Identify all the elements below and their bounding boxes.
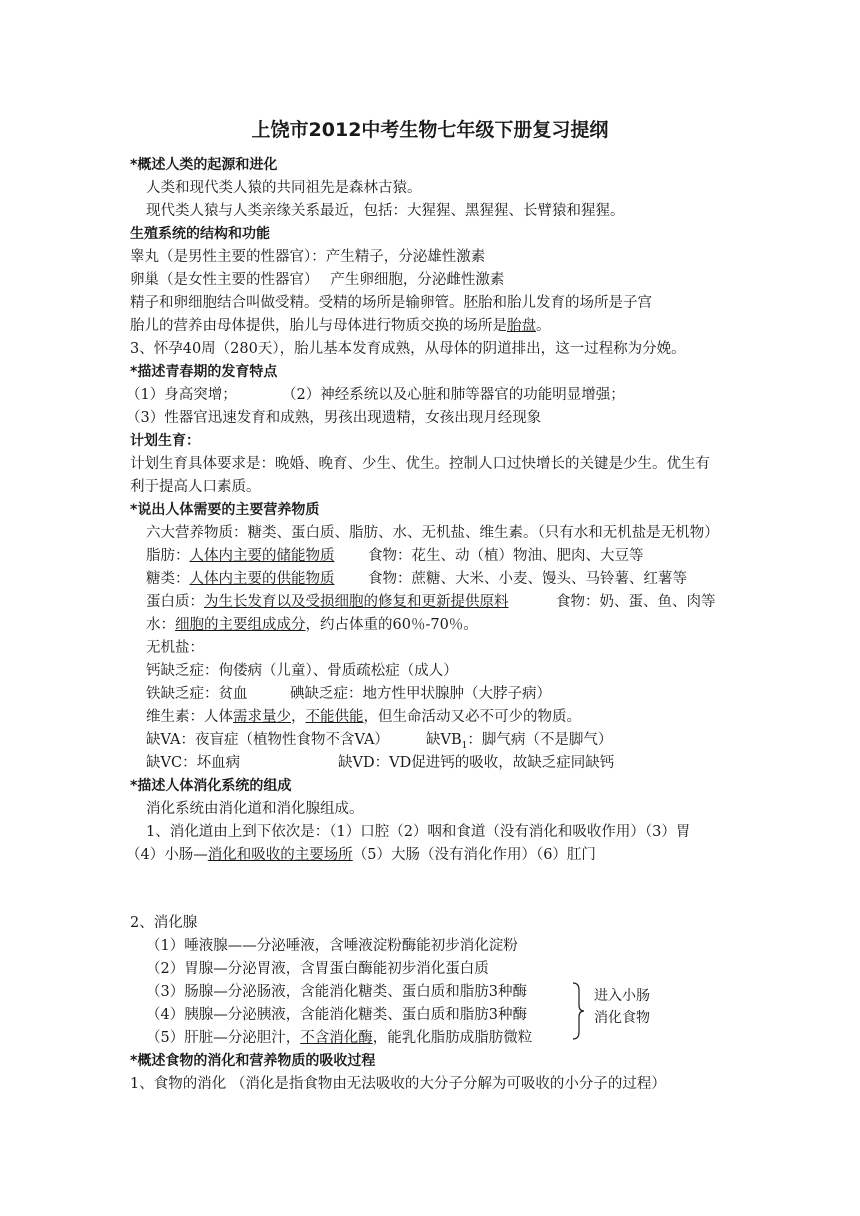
text-line: 缺$ⅤB_1$：脚气病（不是脚气） [426,732,613,751]
text-line: （2）胃腺—分泌胃液，含胃蛋白酶能初步消化蛋白质 [146,961,489,977]
text-line: 钙缺乏症：佝偻病（儿童）、骨质疏松症（成人） [146,663,458,679]
text-line: 精子和卵细胞结合叫做受精。受精的场所是输卵管。胚胎和胎儿发育的场所是子宫 [130,295,652,311]
heading-family-planning: 计划生育： [130,433,200,449]
text-line: 胎儿的营养由母体提供，胎儿与母体进行物质交换的场所是胎盘。 [130,318,551,334]
text-line: （1）唾液腺——分泌唾液，含唾液淀粉酶能初步消化淀粉 [146,938,518,954]
text-line: 缺VC：坏血病 [146,755,241,771]
heading-digestive-system: *描述人体消化系统的组成 [130,778,292,794]
text-line: 铁缺乏症：贫血 [146,686,248,702]
heading-digestion-absorption: *概述食物的消化和营养物质的吸收过程 [130,1053,376,1069]
text-line: （2）神经系统以及心脏和肺等器官的功能明显增强； [282,387,625,403]
text-line: 糖类：人体内主要的供能物质 [146,571,335,587]
underlined-term: 需求量少 [233,709,291,725]
text-line: （5）肝脏—分泌胆汁，不含消化酶，能乳化脂肪成脂肪微粒 [146,1030,533,1046]
text-line: （4）胰腺—分泌胰液，含能消化糖类、蛋白质和脂肪3种酶 [146,1007,527,1023]
text-line: 无机盐： [146,640,204,656]
text-line: 缺VD：VD促进钙的吸收，故缺乏症同缺钙 [338,755,615,771]
text-line: （3）肠腺—分泌肠液，含能消化糖类、蛋白质和脂肪3种酶 [146,984,527,1000]
heading-reproductive-system: 生殖系统的结构和功能 [130,226,270,242]
text-line: 现代类人猿与人类亲缘关系最近，包括：大猩猩、黑猩猩、长臂猿和猩猩。 [146,203,625,219]
underlined-term: 为生长发育以及受损细胞的修复和更新提供原料 [204,594,509,610]
document-title: 上饶市2012中考生物七年级下册复习提纲 [251,119,609,141]
text-line: 睾丸（是男性主要的性器官）：产生精子，分泌雄性激素 [130,249,486,265]
text-line: 1、消化道由上到下依次是：（1）口腔（2）咽和食道（没有消化和吸收作用）（3）胃 [146,824,691,840]
underlined-term: 人体内主要的储能物质 [189,548,335,564]
text-line: 利于提高人口素质。 [130,479,261,495]
text-line: 2、消化腺 [130,915,198,931]
underlined-term: 人体内主要的供能物质 [189,571,335,587]
text-line: 人类和现代类人猿的共同祖先是森林古猿。 [146,180,422,196]
text-line: 水：细胞的主要组成成分，约占体重的60％-70％。 [146,617,478,633]
text-line: 计划生育具体要求是：晚婚、晚育、少生、优生。控制人口过快增长的关键是少生。优生有 [130,456,710,472]
side-note: 消化食物 [594,1010,650,1026]
text-line: 食物：奶、蛋、鱼、肉等 [556,594,716,610]
text-line: 1、食物的消化 （消化是指食物由无法吸收的大分子分解为可吸收的小分子的过程） [130,1076,666,1092]
underlined-term: 不能供能 [305,709,364,725]
text-line: （3）性器官迅速发育和成熟，男孩出现遗精，女孩出现月经现象 [126,410,542,426]
text-line: 消化系统由消化道和消化腺组成。 [146,801,364,817]
text-line: 食物：蔗糖、大米、小麦、馒头、马铃薯、红薯等 [368,571,687,587]
underlined-term: 不含消化酶 [300,1030,373,1046]
underlined-term: 细胞的主要组成成分 [175,617,306,633]
text-line: 缺VA：夜盲症（植物性食物不含VA） [146,732,389,748]
underlined-term: 消化和吸收的主要场所 [207,847,353,863]
text-line: 卵巢（是女性主要的性器官） 产生卵细胞，分泌雌性激素 [130,272,505,288]
text-line: 脂肪：人体内主要的储能物质 [146,548,335,564]
heading-nutrients: *说出人体需要的主要营养物质 [130,502,320,518]
text-line: 蛋白质：为生长发育以及受损细胞的修复和更新提供原料 [146,594,509,610]
text-line: 3、怀孕40周（280天），胎儿基本发育成熟，从母体的阴道排出，这一过程称为分娩。 [130,341,686,357]
right-brace-icon [570,982,586,1040]
underlined-term: 胎盘 [507,318,536,334]
text-line: （4）小肠—消化和吸收的主要场所（5）大肠（没有消化作用）（6）肛门 [126,847,596,863]
heading-human-origin: *概述人类的起源和进化 [130,157,278,173]
text-line: 食物：花生、动（植）物油、肥肉、大豆等 [368,548,644,564]
text-line: 碘缺乏症：地方性甲状腺肿（大脖子病） [290,686,551,702]
side-note: 进入小肠 [594,988,650,1004]
text-line: 六大营养物质：糖类、蛋白质、脂肪、水、无机盐、维生素。（只有水和无机盐是无机物） [146,525,719,541]
text-line: （1）身高突增； [126,387,237,403]
heading-puberty: *描述青春期的发育特点 [130,364,278,380]
text-line: 维生素：人体需求量少，不能供能，但生命活动又必不可少的物质。 [146,709,581,725]
